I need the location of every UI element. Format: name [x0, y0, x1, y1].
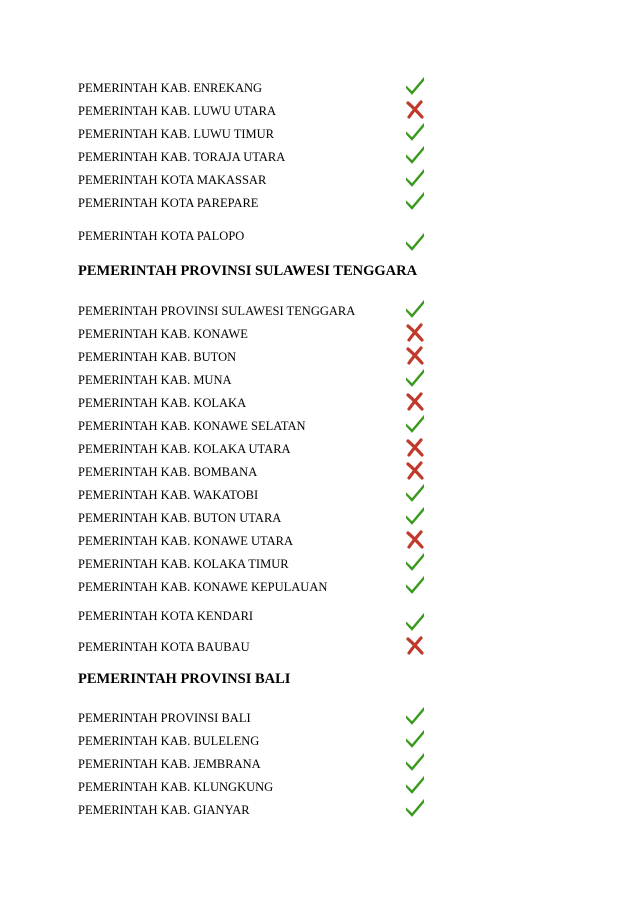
item-label: PEMERINTAH PROVINSI SULAWESI TENGGARA [78, 304, 356, 318]
list-item [78, 192, 438, 214]
checkmark-icon [404, 775, 426, 797]
list-item [78, 553, 438, 575]
checkmark-icon [404, 414, 426, 436]
list-item [78, 753, 438, 775]
checkmark-icon [404, 752, 426, 774]
cross-icon [404, 529, 426, 551]
checkmark-icon [404, 76, 426, 98]
item-label: PEMERINTAH KAB. KONAWE KEPULAUAN [78, 580, 328, 594]
item-label: PEMERINTAH KOTA BAUBAU [78, 640, 250, 654]
checkmark-icon [404, 552, 426, 574]
item-label: PEMERINTAH KAB. MUNA [78, 373, 232, 387]
cross-icon [404, 460, 426, 482]
checkmark-icon [404, 483, 426, 505]
item-label: PEMERINTAH KAB. ENREKANG [78, 81, 263, 95]
item-label: PEMERINTAH KAB. BUTON UTARA [78, 511, 282, 525]
item-label: PEMERINTAH KAB. BULELENG [78, 734, 260, 748]
cross-icon [404, 322, 426, 344]
list-item [78, 346, 438, 368]
list-item [78, 392, 438, 414]
cross-icon [404, 437, 426, 459]
checkmark-icon [404, 729, 426, 751]
cross-icon [404, 635, 426, 657]
item-label: PEMERINTAH KAB. KOLAKA [78, 396, 247, 410]
item-label: PEMERINTAH KOTA MAKASSAR [78, 173, 267, 187]
list-item [78, 77, 438, 99]
checkmark-icon [404, 232, 426, 254]
checkmark-icon [404, 706, 426, 728]
list-item [78, 507, 438, 529]
list-item [78, 323, 438, 345]
item-label: PEMERINTAH KAB. LUWU TIMUR [78, 127, 274, 141]
checkmark-icon [404, 575, 426, 597]
item-label: PEMERINTAH KAB. LUWU UTARA [78, 104, 276, 118]
checkmark-icon [404, 368, 426, 390]
list-item [78, 605, 438, 627]
item-label: PEMERINTAH KAB. TORAJA UTARA [78, 150, 286, 164]
item-label: PEMERINTAH KAB. KLUNGKUNG [78, 780, 274, 794]
list-item [78, 415, 438, 437]
checkmark-icon [404, 191, 426, 213]
item-label: PEMERINTAH KAB. BUTON [78, 350, 237, 364]
list-item [78, 225, 438, 247]
cross-icon [404, 99, 426, 121]
checkmark-icon [404, 145, 426, 167]
list-item [78, 730, 438, 752]
list-item [78, 169, 438, 191]
section-heading: PEMERINTAH PROVINSI BALI [78, 671, 291, 687]
item-label: PEMERINTAH KAB. GIANYAR [78, 803, 250, 817]
list-item [78, 530, 438, 552]
item-label: PEMERINTAH KAB. JEMBRANA [78, 757, 261, 771]
list-item [78, 636, 438, 658]
cross-icon [404, 345, 426, 367]
item-label: PEMERINTAH KAB. KONAWE [78, 327, 248, 341]
checkmark-icon [404, 122, 426, 144]
item-label: PEMERINTAH KAB. WAKATOBI [78, 488, 259, 502]
list-item [78, 369, 438, 391]
list-item [78, 146, 438, 168]
list-item [78, 461, 438, 483]
list-item [78, 300, 438, 322]
list-item [78, 707, 438, 729]
checkmark-icon [404, 168, 426, 190]
item-label: PEMERINTAH KAB. BOMBANA [78, 465, 258, 479]
item-label: PEMERINTAH KOTA KENDARI [78, 609, 254, 623]
list-item [78, 576, 438, 598]
list-item [78, 123, 438, 145]
item-label: PEMERINTAH KAB. KONAWE SELATAN [78, 419, 306, 433]
checkmark-icon [404, 506, 426, 528]
item-label: PEMERINTAH KOTA PALOPO [78, 229, 245, 243]
section-heading: PEMERINTAH PROVINSI SULAWESI TENGGARA [78, 263, 418, 279]
list-item [78, 799, 438, 821]
checkmark-icon [404, 798, 426, 820]
item-label: PEMERINTAH KAB. KONAWE UTARA [78, 534, 294, 548]
list-item [78, 438, 438, 460]
list-item [78, 100, 438, 122]
list-item [78, 776, 438, 798]
item-label: PEMERINTAH PROVINSI BALI [78, 711, 251, 725]
item-label: PEMERINTAH KAB. KOLAKA TIMUR [78, 557, 289, 571]
item-label: PEMERINTAH KOTA PAREPARE [78, 196, 259, 210]
cross-icon [404, 391, 426, 413]
checkmark-icon [404, 299, 426, 321]
checkmark-icon [404, 612, 426, 634]
item-label: PEMERINTAH KAB. KOLAKA UTARA [78, 442, 291, 456]
list-item [78, 484, 438, 506]
